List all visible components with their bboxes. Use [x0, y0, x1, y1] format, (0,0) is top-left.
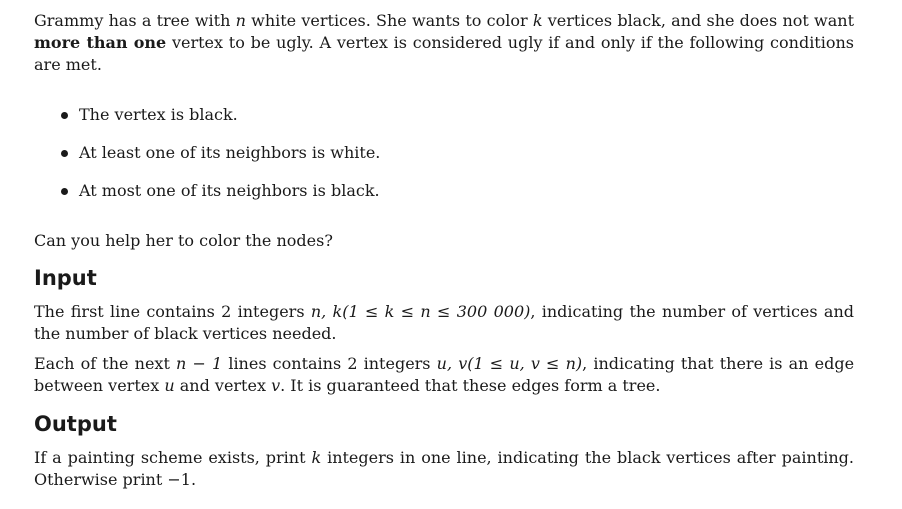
input-p2-text-4: and vertex [174, 376, 272, 395]
output-math-neg-one: −1 [167, 470, 191, 489]
input-p1-text-1: The first line contains 2 integers [34, 302, 311, 321]
output-text-1: If a painting scheme exists, print [34, 448, 312, 467]
intro-paragraph [34, 10, 854, 76]
output-text-3: . [190, 470, 197, 489]
input-p1-text-2: , indicating the number of vertices and the number of black vertices needed. [34, 302, 854, 343]
question-paragraph: Can you help her to color the nodes? [34, 231, 333, 250]
input-p2-math-1: n − 1 [176, 354, 223, 373]
intro-bold-text: more than one [34, 33, 167, 52]
input-p2-math-v: v [271, 376, 281, 395]
bullet-dot-icon [61, 188, 68, 195]
output-paragraph [34, 447, 854, 491]
input-p2-text-2: lines contains 2 integers [222, 354, 437, 373]
input-paragraph-2 [34, 353, 854, 397]
input-p2-math-u: u [164, 376, 175, 395]
intro-text-2: white vertices. She wants to color [245, 11, 533, 30]
intro-math-k: k [532, 11, 543, 30]
conditions-list [34, 104, 854, 202]
problem-statement [34, 10, 854, 491]
input-p2-text-1: Each of the next [34, 354, 177, 373]
input-paragraph-1 [34, 301, 854, 345]
input-p2-math-2: u, v(1 ≤ u, v ≤ n) [436, 354, 583, 373]
intro-text-1: Grammy has a tree with [34, 11, 236, 30]
condition-item [34, 104, 854, 126]
input-p1-math: n, k(1 ≤ k ≤ n ≤ 300 000) [310, 302, 531, 321]
intro-math-n: n [235, 11, 246, 30]
input-p2-text-3: , indicating that there is an edge between vertex [34, 354, 855, 395]
intro-text-3: vertices black, and she does not want [542, 11, 855, 30]
intro-text-4: vertex to be ugly. A vertex is considered ugly if and only if the following conditions are met. [34, 33, 854, 74]
condition-text: The vertex is black. [79, 105, 238, 124]
bullet-dot-icon [61, 112, 68, 119]
condition-text: At most one of its neighbors is black. [79, 181, 380, 200]
bullet-dot-icon [61, 150, 68, 157]
input-heading: Input [34, 266, 97, 290]
output-heading: Output [34, 412, 117, 436]
output-math-k: k [311, 448, 322, 467]
output-text-2: integers in one line, indicating the black vertices after painting. Otherwise print [34, 448, 854, 489]
condition-text: At least one of its neighbors is white. [79, 143, 381, 162]
input-p2-text-5: . It is guaranteed that these edges form a tree. [280, 376, 661, 395]
condition-item [34, 180, 854, 202]
condition-item [34, 142, 854, 164]
